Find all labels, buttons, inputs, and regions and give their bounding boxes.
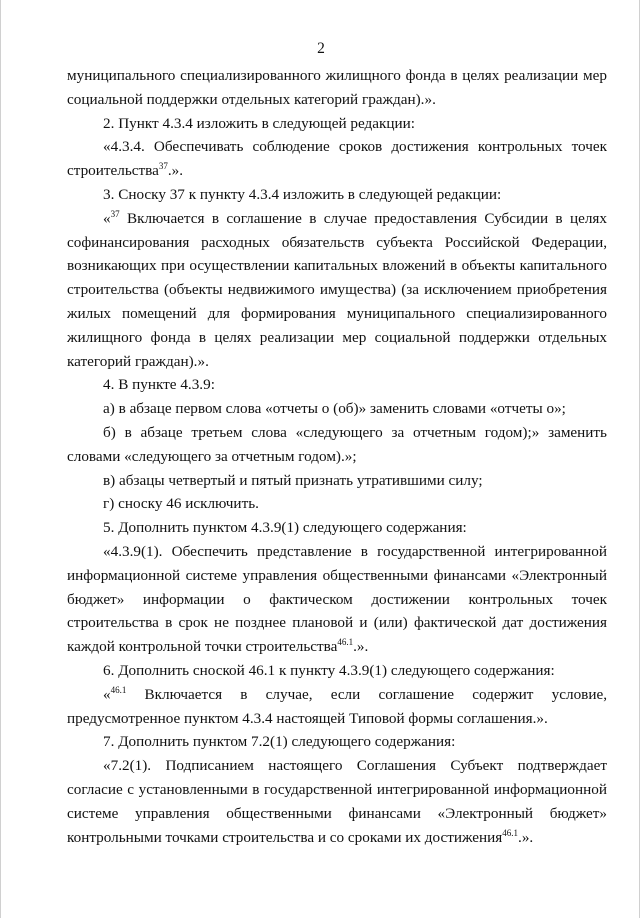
document-body <box>67 64 607 849</box>
paragraph-subitem-b: б) в абзаце третьем слова «следующего за отчетным годом);» заменить словами «следующего за отчетным годом).»; <box>67 423 607 465</box>
paragraph-subitem-a: а) в абзаце первом слова «отчеты о (об)» заменить словами «отчеты о»; <box>103 400 566 418</box>
paragraph-quote-4-3-9-1: «4.3.9(1). Обеспечить представление в государственной интегрированной информационной системе управления общественными финансами «Электронный бюджет» информации о фактическом достижении контрольных точек строительства в срок не позднее плановой и (или) фактической дат достижения каждой контрольной точки строительства$^{46.1}$.». <box>67 542 607 656</box>
footnote-ref-46-1-b: 46.1 <box>502 827 519 838</box>
paragraph-subitem-v: в) абзацы четвертый и пятый признать утратившими силу; <box>103 471 483 489</box>
paragraph-quote-4-3-4: «4.3.4. Обеспечивать соблюдение сроков достижения контрольных точек строительства$^{37}$.». <box>67 138 607 180</box>
paragraph-footnote-37: «$^{37}$ Включается в соглашение в случае предоставления Субсидии в целях софинансирования расходных обязательств субъекта Российской Федерации, возникающих при осуществлении капитальных вложений в объекты капитального строительства (объекты недвижимого имущества) (за исключением приобретения жилых помещений для формирования муниципального специализированного жилищного фонда в целях реализации мер социальной поддержки отдельных категорий граждан).». <box>67 208 607 370</box>
paragraph-item-2: 2. Пункт 4.3.4 изложить в следующей редакции: <box>103 114 416 132</box>
paragraph-quote-7-2-1: «7.2(1). Подписанием настоящего Соглашения Субъект подтверждает согласие с установленными в государственной интегрированной информационной системе управления общественными финансами «Электронный бюджет» контрольными точками строительства и со сроками их достижения$^{46.1}$.». <box>67 757 607 846</box>
footnote-ref-46-1: 46.1 <box>337 637 354 648</box>
paragraph-continuation: муниципального специализированного жилищного фонда в целях реализации мер социальной поддержки отдельных категорий граждан).». <box>67 67 607 108</box>
paragraph-item-7: 7. Дополнить пунктом 7.2(1) следующего содержания: <box>103 733 456 751</box>
paragraph-footnote-46-1: «$^{46.1}$ Включается в случае, если соглашение содержит условие, предусмотренное пунктом 4.3.4 настоящей Типовой формы соглашения.». <box>67 684 607 727</box>
paragraph-subitem-g: г) сноску 46 исключить. <box>103 495 259 513</box>
paragraph-item-4: 4. В пункте 4.3.9: <box>103 376 215 394</box>
paragraph-item-6: 6. Дополнить сноской 46.1 к пункту 4.3.9(1) следующего содержания: <box>103 661 555 679</box>
footnote-mark-37: 37 <box>110 208 120 219</box>
footnote-ref-37: 37 <box>158 161 168 172</box>
footnote-mark-46-1: 46.1 <box>110 684 127 695</box>
paragraph-item-3: 3. Сноску 37 к пункту 4.3.4 изложить в следующей редакции: <box>103 185 502 203</box>
page-number: 2 <box>317 40 325 57</box>
paragraph-item-5: 5. Дополнить пунктом 4.3.9(1) следующего содержания: <box>103 519 467 537</box>
